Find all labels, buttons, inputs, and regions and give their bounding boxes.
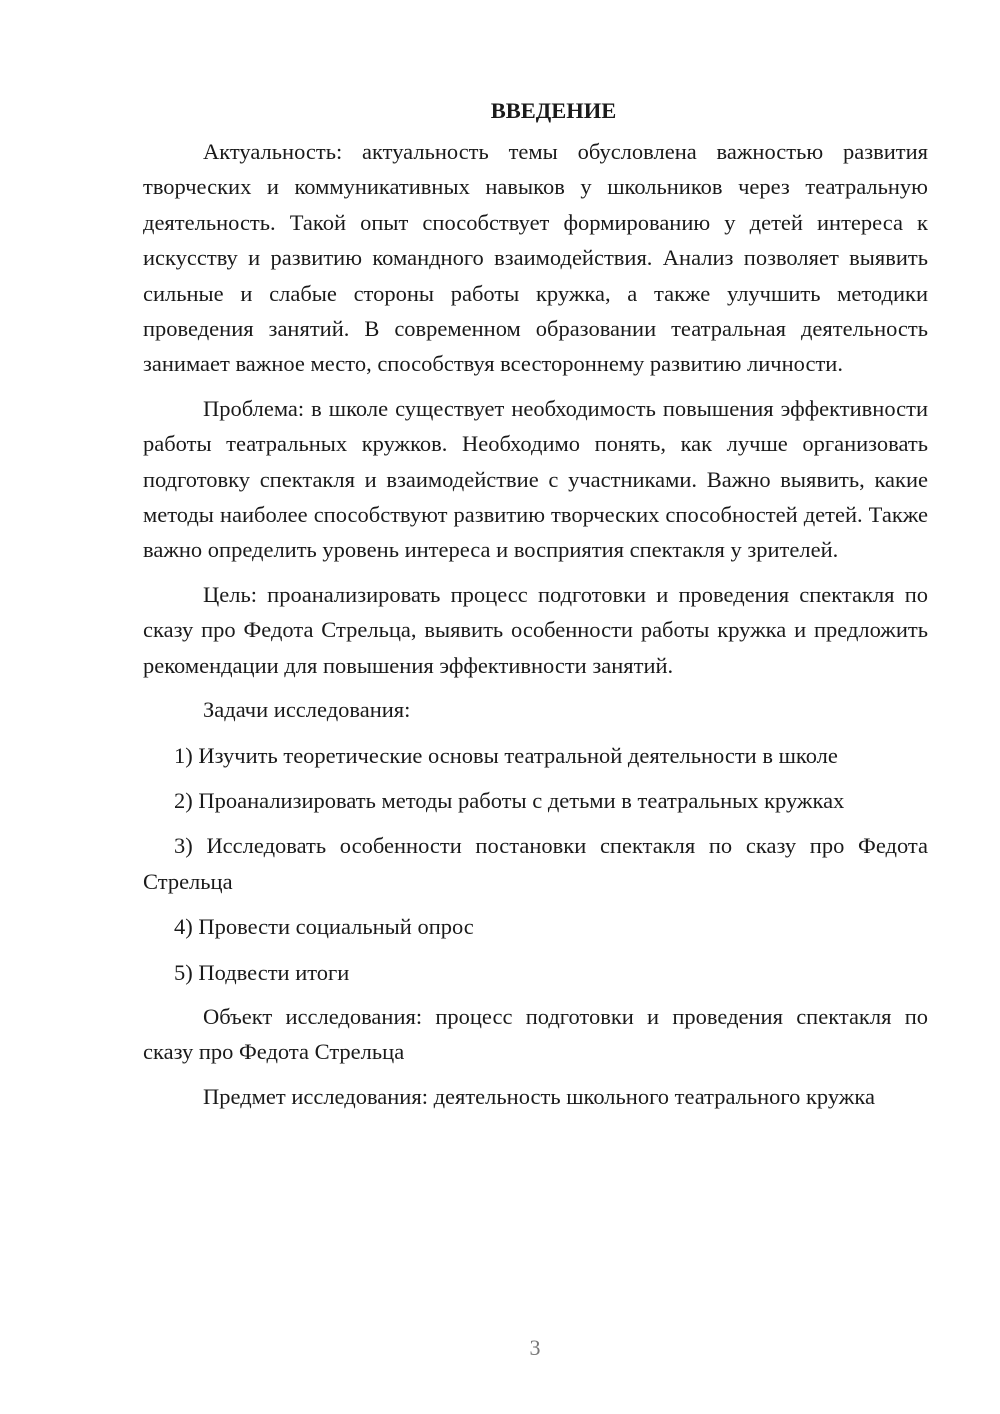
task-item: 1) Изучить теоретические основы театральной деятельности в школе [174, 742, 838, 768]
relevance-paragraph: Актуальность: актуальность темы обусловлена важностью развития творческих и коммуникативных навыков у школьников через театральную деятельность. Такой опыт способствует формированию у детей интереса к искусству и развитию командного взаимодействия. Анализ позволяет выявить сильные и слабые стороны работы кружка, а также улучшить методики проведения занятий. В современном образовании театральная деятельность занимает важное место, способствуя всестороннему развитию личности. [143, 139, 928, 377]
page-number: 3 [529, 1335, 541, 1360]
page-content [143, 96, 928, 1114]
problem-paragraph: Проблема: в школе существует необходимость повышения эффективности работы театральных кружков. Необходимо понять, как лучше организовать подготовку спектакля и взаимодействие с участниками. Важно выявить, какие методы наиболее способствуют развитию творческих способностей детей. Также важно определить уровень интереса и восприятия спектакля у зрителей. [143, 395, 928, 563]
page-title: ВВЕДЕНИЕ [490, 98, 617, 123]
goal-paragraph: Цель: проанализировать процесс подготовки и проведения спектакля по сказу про Федота Стрельца, выявить особенности работы кружка и предложить рекомендации для повышения эффективности занятий. [143, 581, 928, 678]
task-item: 4) Провести социальный опрос [174, 914, 474, 940]
object-paragraph: Объект исследования: процесс подготовки и проведения спектакля по сказу про Федота Стрельца [143, 1003, 928, 1065]
task-item: 5) Подвести итоги [174, 959, 350, 985]
task-item: 2) Проанализировать методы работы с детьми в театральных кружках [174, 787, 845, 813]
tasks-heading: Задачи исследования: [203, 697, 411, 723]
task-item: 3) Исследовать особенности постановки спектакля по сказу про Федота Стрельца [143, 833, 928, 894]
subject-paragraph: Предмет исследования: деятельность школьного театрального кружка [203, 1083, 875, 1109]
